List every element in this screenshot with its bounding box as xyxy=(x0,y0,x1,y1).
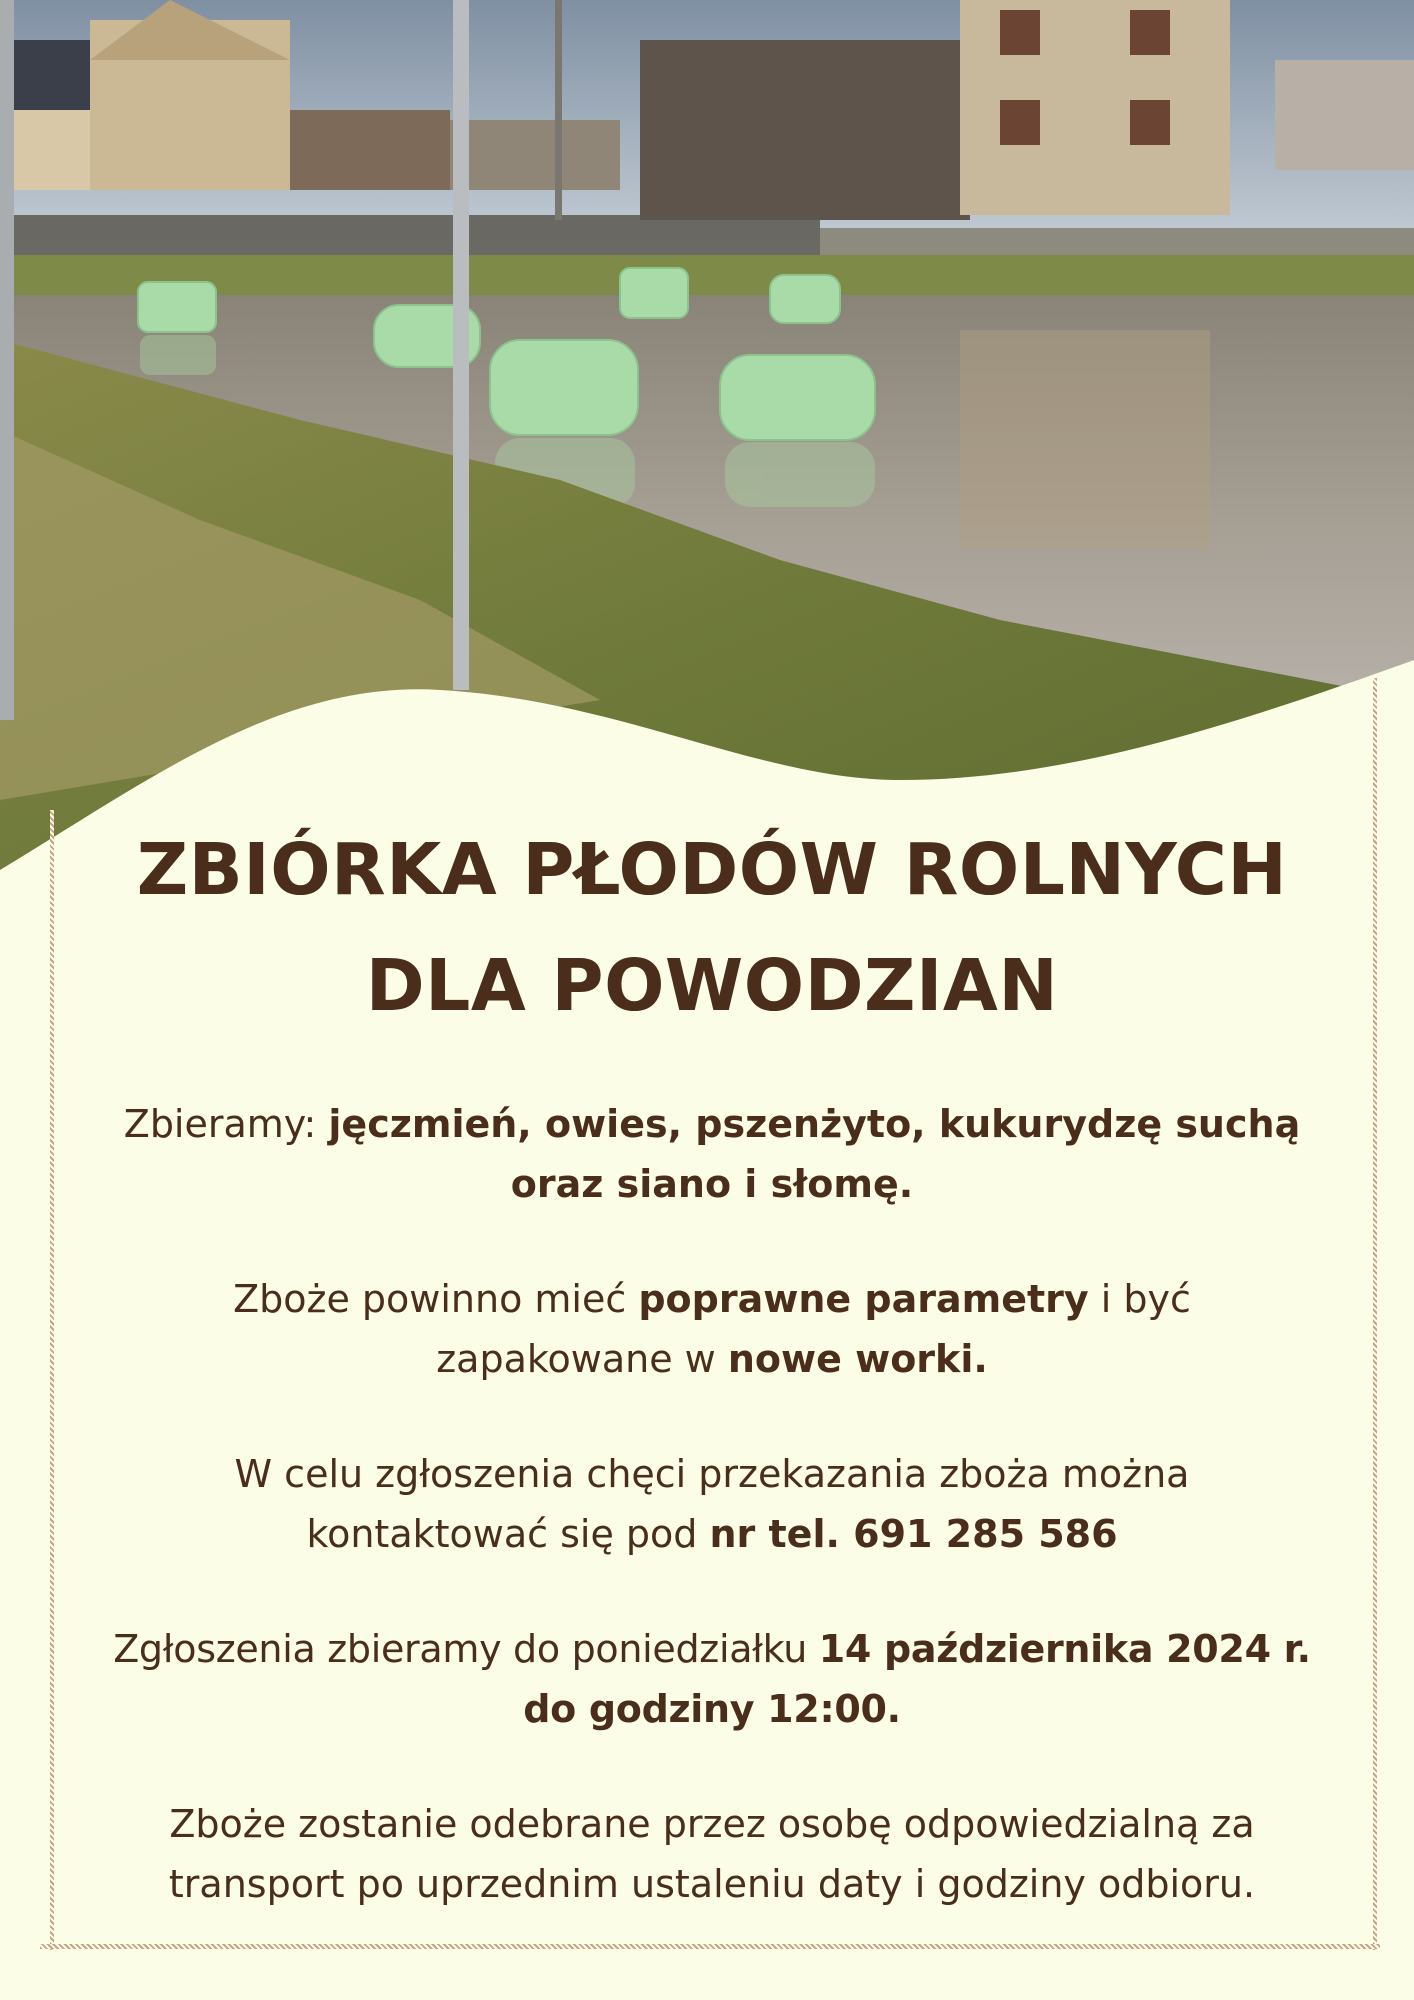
dotted-frame-left xyxy=(50,810,54,1950)
deadline-text: Zgłoszenia zbieramy do poniedziałku xyxy=(113,1627,819,1671)
title-line-1: ZBIÓRKA PŁODÓW ROLNYCH xyxy=(136,828,1288,911)
deadline-time: do godziny 12:00. xyxy=(523,1687,901,1731)
collected-items-paragraph xyxy=(56,1094,1368,1214)
street-pole xyxy=(453,0,469,690)
fence xyxy=(0,215,820,255)
dotted-frame-right xyxy=(1373,678,1377,1950)
contact-text-1: W celu zgłoszenia chęci przekazania zboża można xyxy=(234,1452,1190,1496)
building-dark xyxy=(640,40,970,220)
requirements-text-2: i być xyxy=(1088,1277,1191,1321)
pickup-text-2: transport po uprzednim ustaleniu daty i godziny odbioru. xyxy=(168,1862,1256,1906)
requirements-text-1: Zboże powinno mieć xyxy=(233,1277,639,1321)
requirements-new-bags: nowe worki. xyxy=(727,1337,988,1381)
contact-phone-number: nr tel. 691 285 586 xyxy=(709,1512,1118,1556)
contact-paragraph xyxy=(56,1444,1368,1564)
pickup-text-1: Zboże zostanie odebrane przez osobę odpowiedzialną za xyxy=(169,1802,1255,1846)
dotted-frame-bottom xyxy=(40,1944,1380,1949)
collected-items-lead: Zbieramy: xyxy=(123,1102,329,1146)
deadline-date: 14 października 2024 r. xyxy=(818,1627,1311,1671)
contact-text-2: kontaktować się pod xyxy=(306,1512,710,1556)
deadline-paragraph xyxy=(56,1619,1368,1739)
flyer-content xyxy=(56,812,1368,1914)
requirements-text-3: zapakowane w xyxy=(436,1337,728,1381)
flyer-title xyxy=(56,812,1368,1044)
title-line-2: DLA POWODZIAN xyxy=(365,944,1059,1027)
collected-items-hay: oraz siano i słomę. xyxy=(510,1162,914,1206)
requirements-parameters: poprawne parametry xyxy=(638,1277,1089,1321)
grain-requirements-paragraph xyxy=(56,1269,1368,1389)
pickup-paragraph xyxy=(56,1794,1368,1914)
collected-items-grains: jęczmień, owies, pszenżyto, kukurydzę suchą xyxy=(328,1102,1301,1146)
